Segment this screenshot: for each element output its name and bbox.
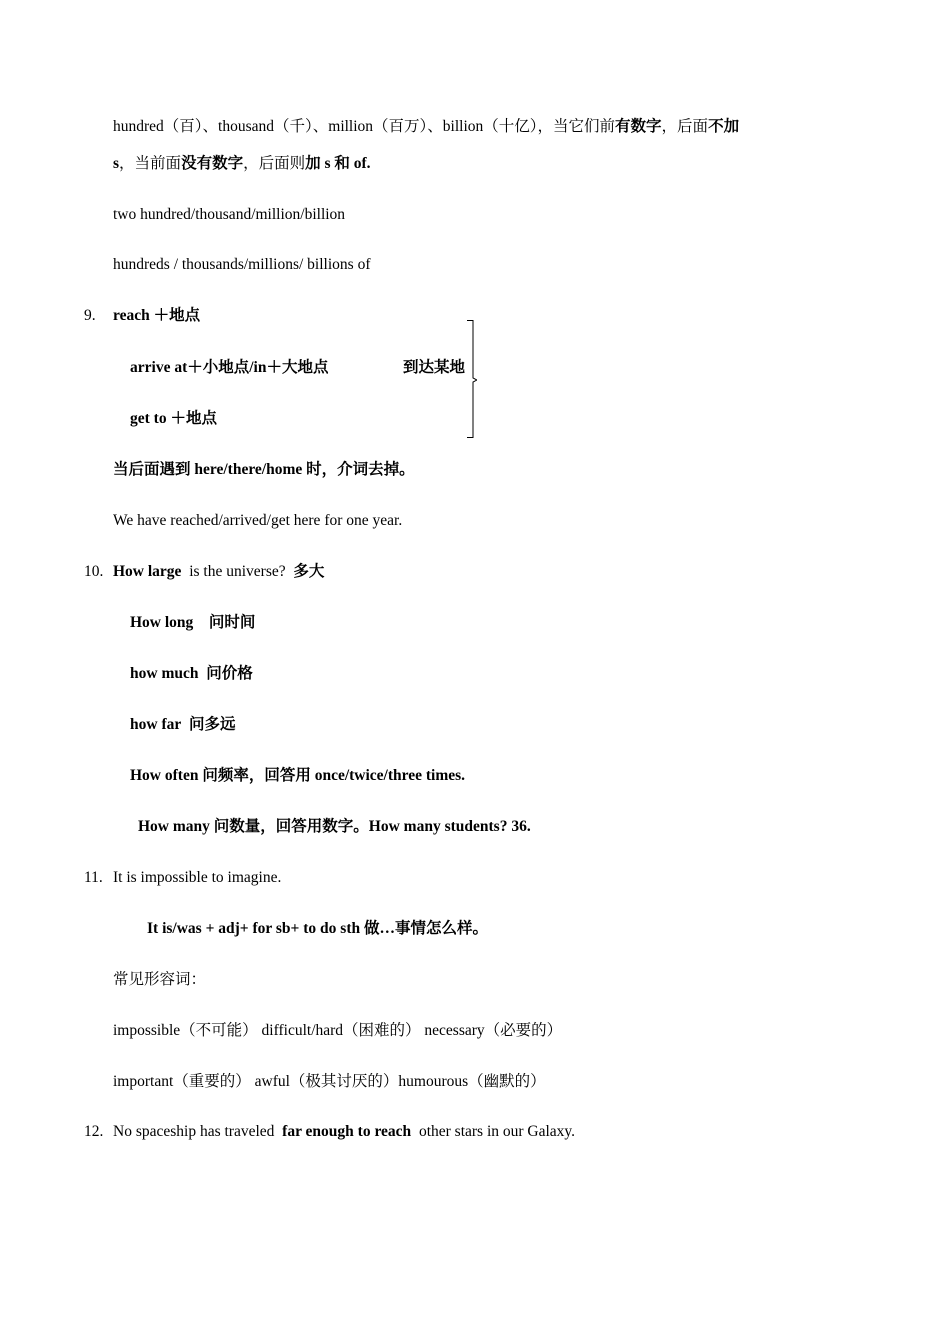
bold-text: It is/was + adj+ for sb+ to do sth 做…事情怎么样。 xyxy=(147,920,488,937)
bold-text: How often 问频率，回答用 once/twice/three times. xyxy=(130,767,466,784)
item9-meaning xyxy=(403,358,465,378)
item10-how-often xyxy=(130,766,465,786)
bold-text: get to ＋地点 xyxy=(130,410,217,427)
bold-text: How many 问数量，回答用数字。How many students? 36. xyxy=(138,818,531,835)
bold-text: 没有数字 xyxy=(181,155,244,172)
item11-adj-line: important（重要的） awful（极其讨厌的）humourous（幽默的） xyxy=(113,1073,546,1090)
bold-text: 问多远 xyxy=(188,716,236,733)
bold-text: How long xyxy=(130,614,194,631)
item9-arrive xyxy=(130,358,328,378)
bold-text: reach ＋地点 xyxy=(113,307,201,324)
bold-text: 问时间 xyxy=(208,614,256,631)
item9-rule xyxy=(113,460,415,480)
item-number: 10. xyxy=(84,563,104,580)
bold-text: 加 s 和 of. xyxy=(305,155,371,172)
text: is the universe? xyxy=(189,563,286,580)
para-number-words-line2 xyxy=(113,154,371,174)
item10-how-long xyxy=(130,613,255,633)
text: No spaceship has traveled xyxy=(113,1123,275,1140)
text: ，后面则 xyxy=(243,155,306,172)
bold-text: s xyxy=(113,155,120,172)
example-line: two hundred/thousand/million/billion xyxy=(113,206,346,223)
bold-text: 问价格 xyxy=(206,665,253,682)
text: ，当前面 xyxy=(119,155,182,172)
item11-adj-line: impossible（不可能） difficult/hard（困难的） necessary（必要的） xyxy=(113,1022,563,1039)
example-line: hundreds / thousands/millions/ billions of xyxy=(113,256,371,273)
item9-heading xyxy=(113,306,200,326)
item-number: 9. xyxy=(84,307,96,324)
bold-text: how much xyxy=(130,665,199,682)
bold-text: how far xyxy=(130,716,182,733)
bold-text: How large xyxy=(113,563,182,580)
bold-text: far enough to reach xyxy=(282,1123,412,1140)
right-brace-icon xyxy=(467,320,477,438)
bold-text: 有数字 xyxy=(615,118,662,135)
item11-sentence: It is impossible to imagine. xyxy=(113,869,282,886)
item10-how-far xyxy=(130,715,236,735)
item12-sentence xyxy=(113,1122,575,1142)
item10-heading xyxy=(113,562,324,582)
text: hundred（百）、thousand（千）、million（百万）、billion（十亿），当它们前 xyxy=(113,118,616,135)
bold-text: 当后面遇到 here/there/home 时，介词去掉。 xyxy=(113,461,415,478)
item11-adj-title: 常见形容词： xyxy=(113,971,207,988)
item10-how-many xyxy=(138,817,531,837)
bold-text: 不加 xyxy=(708,118,740,135)
bold-text: 到达某地 xyxy=(403,359,466,376)
text: other stars in our Galaxy. xyxy=(418,1123,576,1140)
item9-example: We have reached/arrived/get here for one year. xyxy=(113,512,403,529)
bold-text: arrive at＋小地点/in＋大地点 xyxy=(130,359,329,376)
text: ，后面 xyxy=(661,118,709,135)
item11-pattern xyxy=(147,919,488,939)
item9-getto xyxy=(130,409,217,429)
item-number: 11. xyxy=(84,869,103,886)
para-number-words-line1 xyxy=(113,117,739,137)
item-number: 12. xyxy=(84,1123,104,1140)
item10-how-much xyxy=(130,664,253,684)
bold-text: 多大 xyxy=(293,563,325,580)
